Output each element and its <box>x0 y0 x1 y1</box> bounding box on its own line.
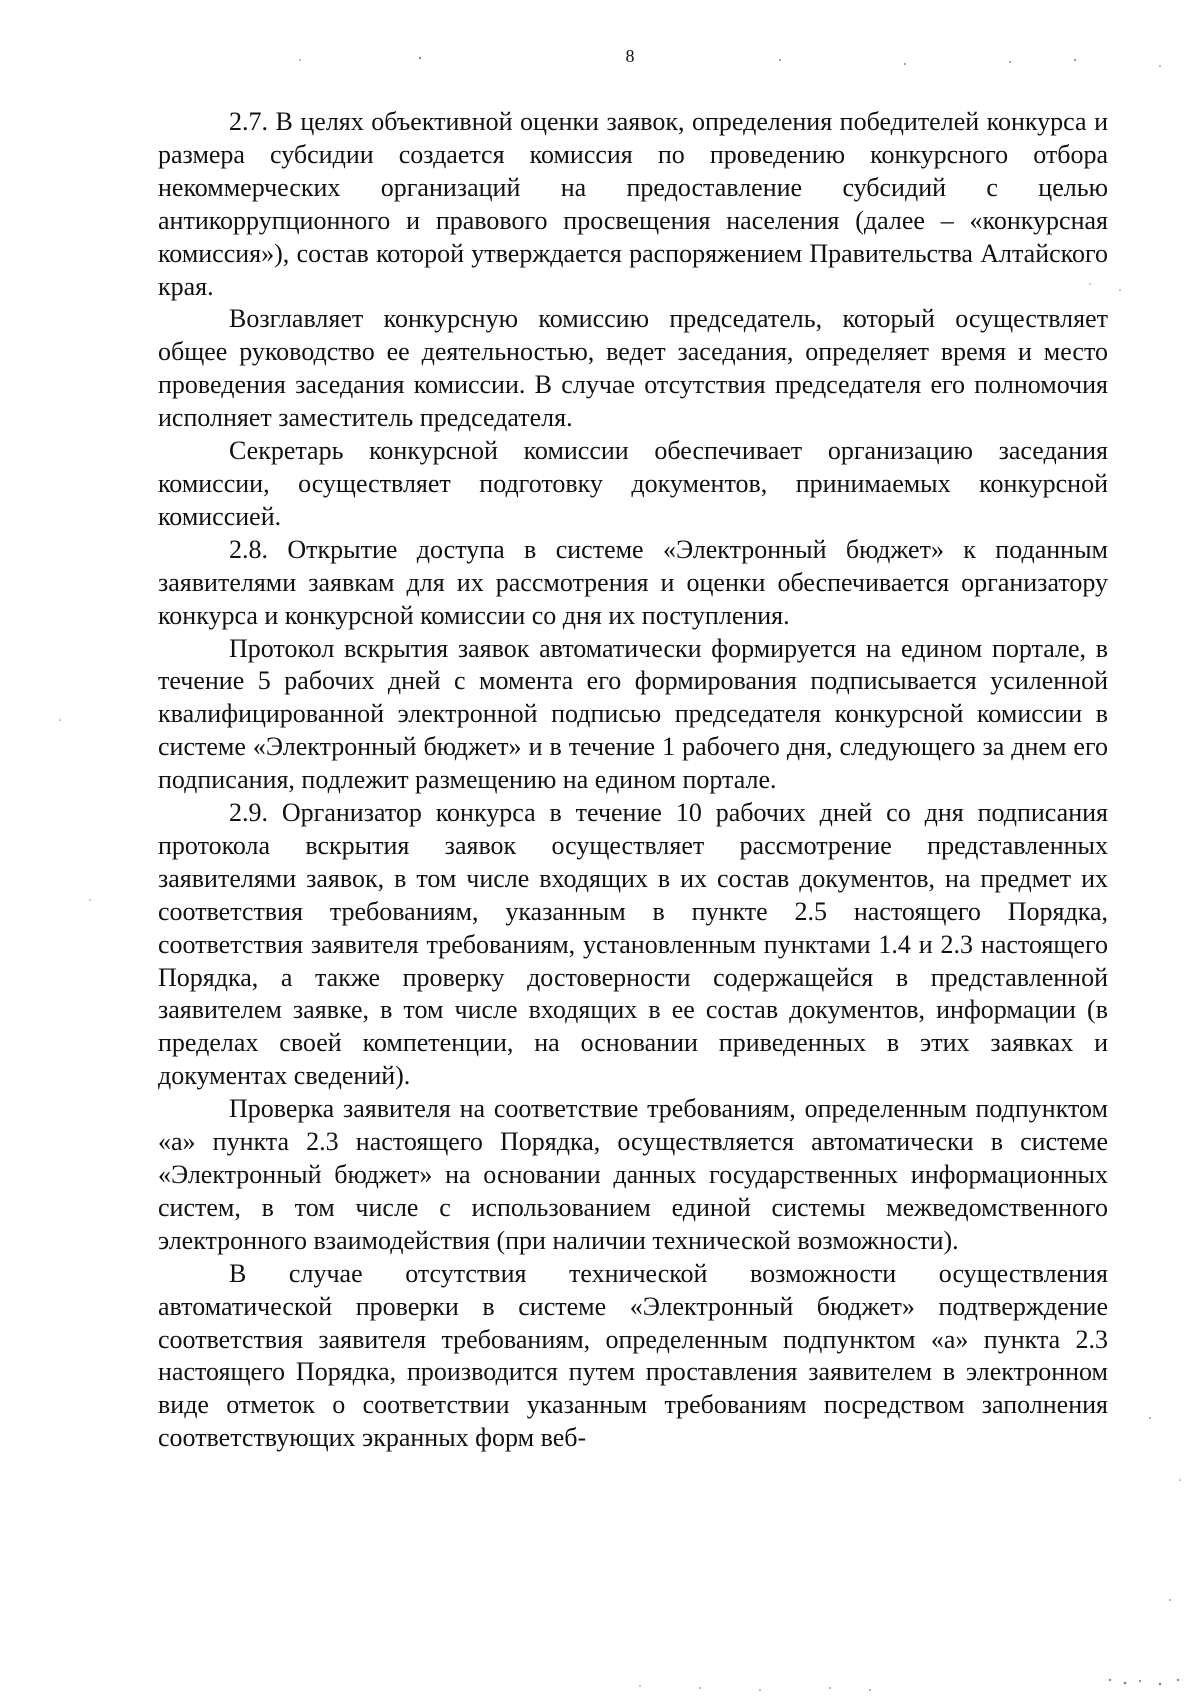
paragraph-2-7: 2.7. В целях объективной оценки заявок, определения победителей конкурса и размера субсидии создается комиссия по проведению конкурсного отбора некоммерческих организаций на предоставление субсидий с целью антикоррупционного и правового просвещения населения (далее – «конкурсная комиссия»), состав которой утверждается распоряжением Правительства Алтайского края. <box>158 107 1108 301</box>
paragraph-no-technical-possibility: В случае отсутствия технической возможности осуществления автоматической проверки в системе «Электронный бюджет» подтверждение соответствия заявителя требованиям, определенным подпунктом «а» пункта 2.3 настоящего Порядка, производится путем проставления заявителем в электронном виде отметок о соответствии указанным требованиям посредством заполнения соответствующих экранных форм веб- <box>158 1258 1108 1453</box>
paragraph-verification: Проверка заявителя на соответствие требованиям, определенным подпунктом «а» пункта 2.3 настоящего Порядка, осуществляется автоматически в системе «Электронный бюджет» на основании данных государственных информационных систем, в том числе с использованием единой системы межведомственного электронного взаимодействия (при наличии технической возможности). <box>158 1094 1108 1255</box>
paragraph-2-8: 2.8. Открытие доступа в системе «Электронный бюджет» к поданным заявителями заявкам для их рассмотрения и оценки обеспечивается организатору конкурса и конкурсной комиссии со дня их поступления. <box>158 534 1108 630</box>
paragraph-protocol: Протокол вскрытия заявок автоматически формируется на едином портале, в течение 5 рабочих дней с момента его формирования подписывается усиленной квалифицированной электронной подписью председателя конкурсной комиссии в системе «Электронный бюджет» и в течение 1 рабочего дня, следующего за днем его подписания, подлежит размещению на едином портале. <box>158 633 1108 795</box>
paragraph-chairman: Возглавляет конкурсную комиссию председатель, который осуществляет общее руководство ее деятельностью, ведет заседания, определяет время и место проведения заседания комиссии. В случае отсутствия председателя его полномочия исполняет заместитель председателя. <box>158 304 1108 433</box>
paragraph-secretary: Секретарь конкурсной комиссии обеспечивает организацию заседания комиссии, осуществляет подготовку документов, принимаемых конкурсной комиссией. <box>158 436 1108 531</box>
page-number: 8 <box>625 46 635 66</box>
document-body <box>158 106 1108 1455</box>
paragraph-2-9: 2.9. Организатор конкурса в течение 10 рабочих дней со дня подписания протокола вскрытия заявок осуществляет рассмотрение представленных заявителями заявок, в том числе входящих в их состав документов, на предмет их соответствия требованиям, указанным в пункте 2.5 настоящего Порядка, соответствия заявителя требованиям, установленным пунктами 1.4 и 2.3 настоящего Порядка, а также проверку достоверности содержащейся в представленной заявителем заявке, в том числе входящих в ее состав документов, информации (в пределах своей компетенции, на основании приведенных в этих заявках и документах сведений). <box>158 798 1108 1091</box>
